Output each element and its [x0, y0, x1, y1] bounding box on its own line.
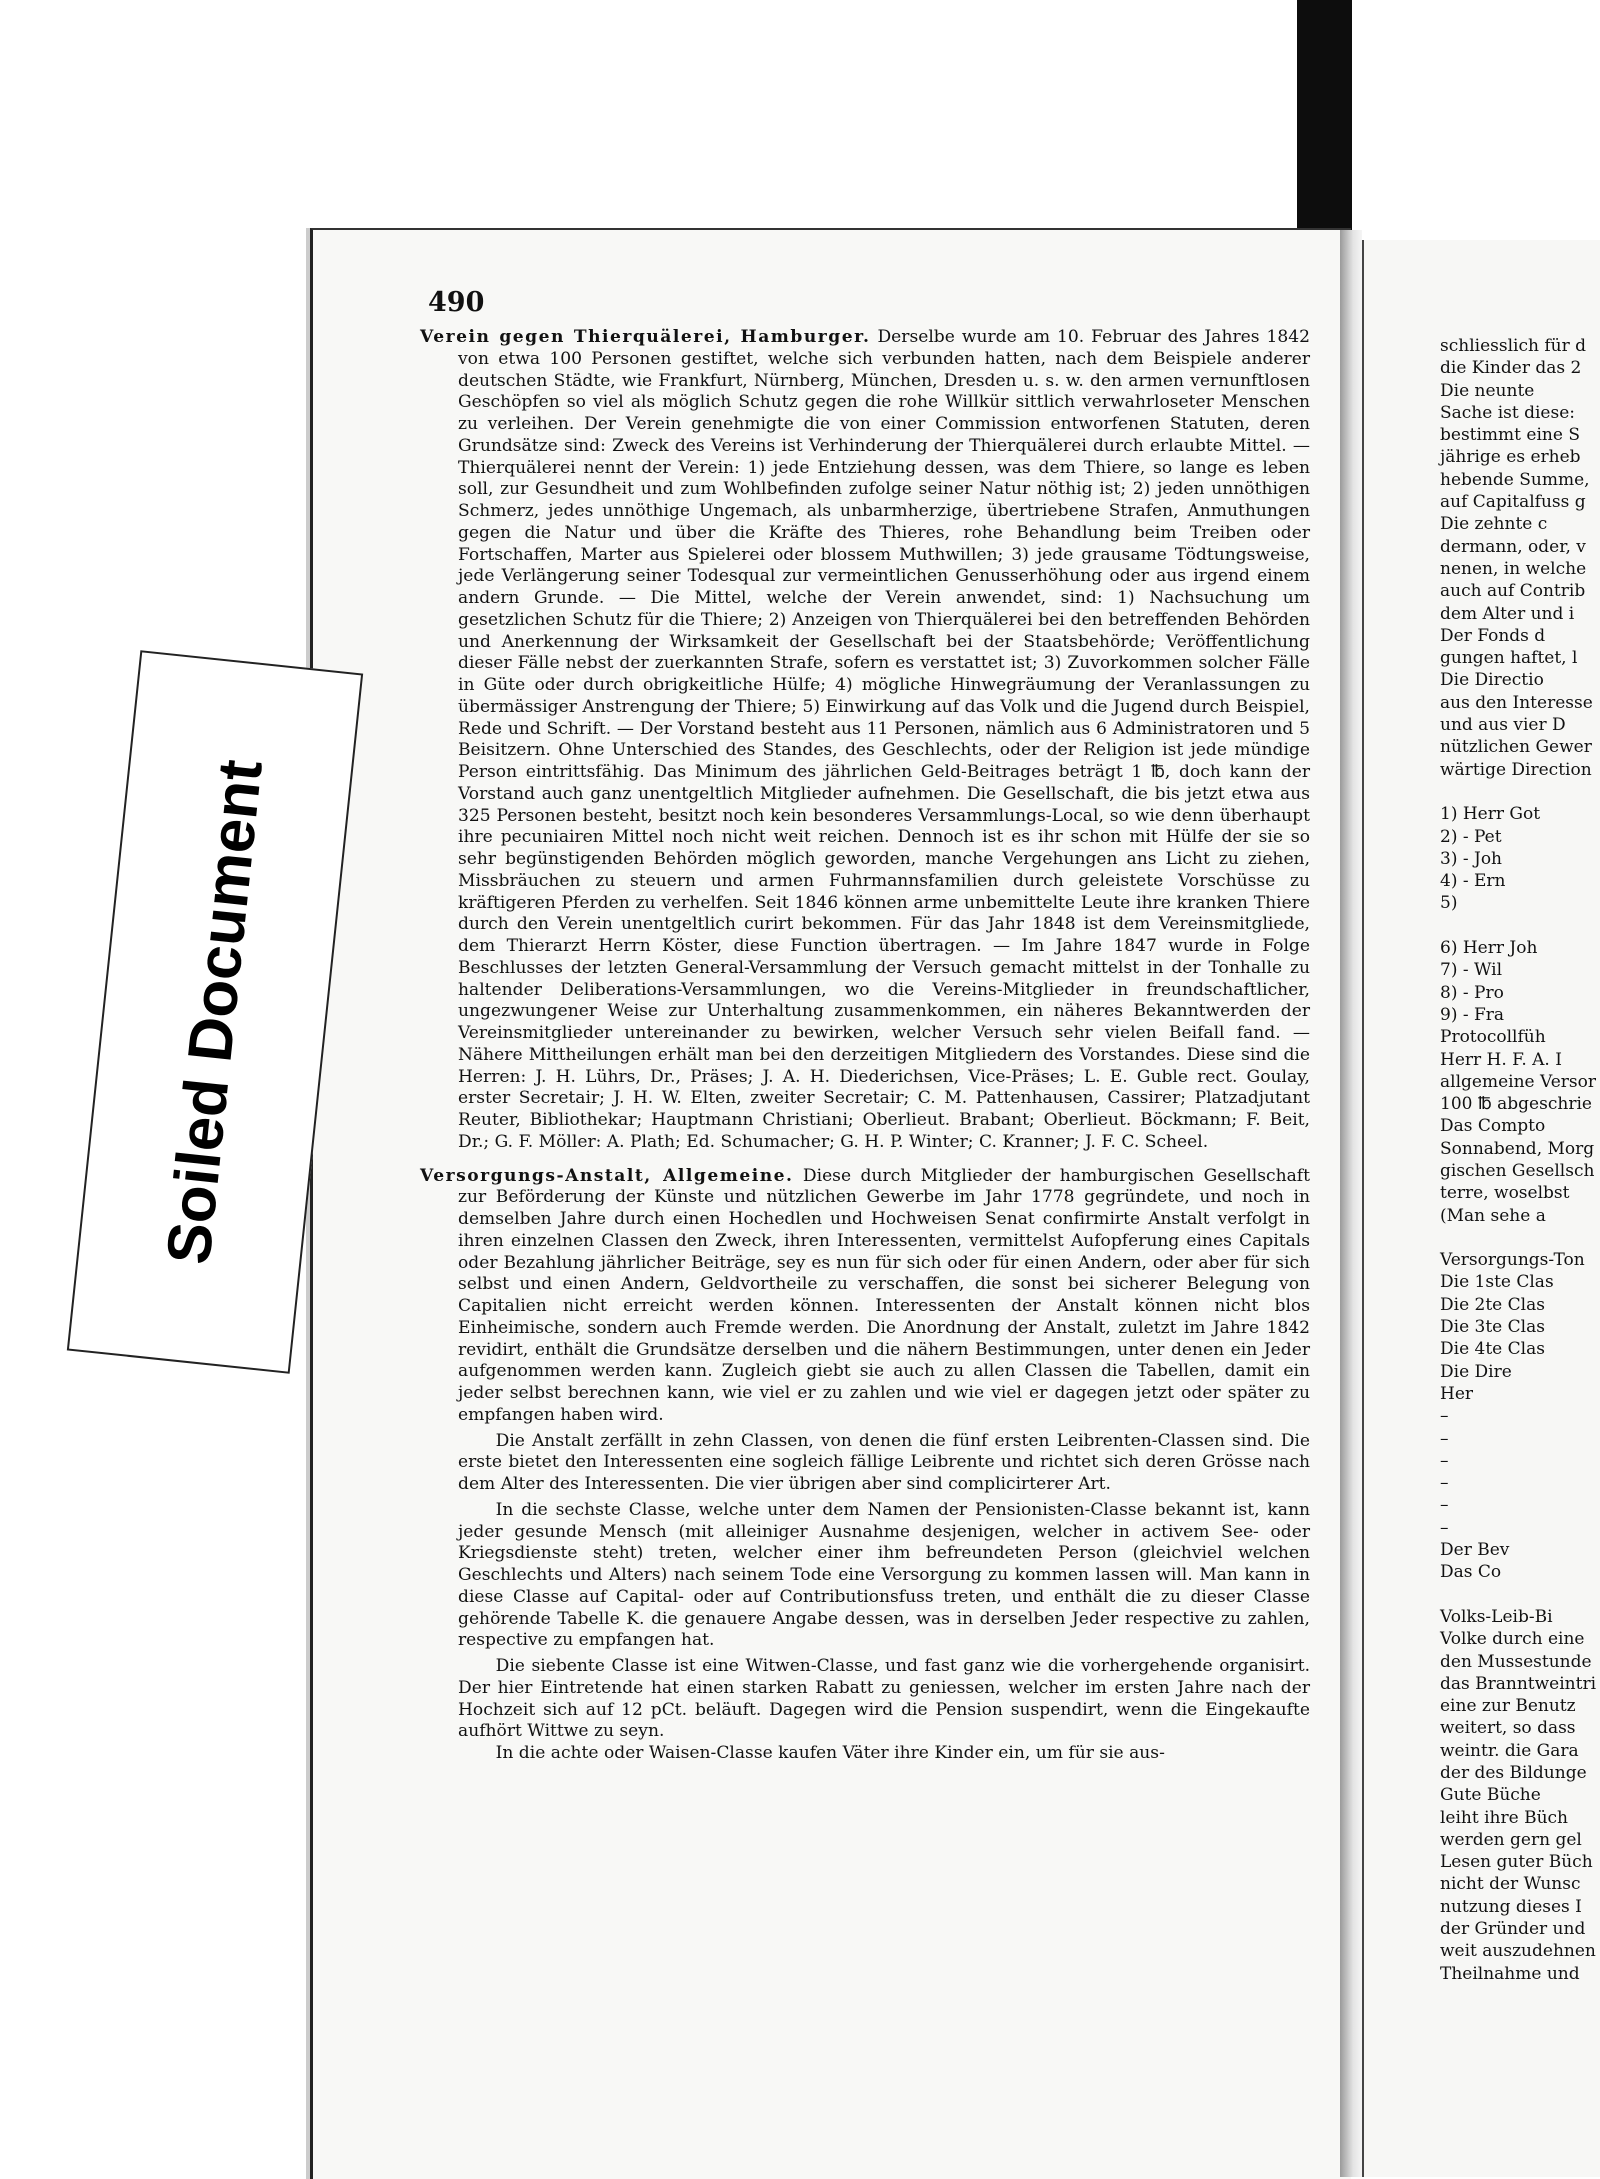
right-column-line: Protocollfüh — [1440, 1027, 1546, 1048]
right-column-line: dem Alter und i — [1440, 603, 1575, 624]
right-column-line: werden gern gel — [1440, 1829, 1582, 1850]
paragraph: Die siebente Classe ist eine Witwen-Classe, und fast ganz wie die vorhergehende organisirt. Der hier Eintretende hat einen starken Rabatt zu geniessen, welcher im ersten Jahre nach der Hochzeit sich auf 12 pCt. beläuft. Dagegen wird die Pension suspendirt, wenn die Eingekaufte aufhört Wittwe zu seyn. — [458, 1656, 1310, 1742]
right-column-line: das Branntweintri — [1440, 1673, 1597, 1694]
right-column-line: 8) - Pro — [1440, 982, 1504, 1003]
entry-versorgungs-anstalt — [420, 1165, 1310, 1427]
entry-heading: Versorgungs-Anstalt, Allgemeine. — [420, 1165, 794, 1186]
right-column-line: 7) - Wil — [1440, 960, 1503, 981]
right-column-line: Lesen guter Büch — [1440, 1852, 1593, 1873]
right-column-line: die Kinder das 2 — [1440, 358, 1582, 379]
right-column-line: 100 ℔ abgeschrie — [1440, 1094, 1592, 1115]
right-column-line: 9) - Fra — [1440, 1004, 1505, 1025]
right-column-line: Die 4te Clas — [1440, 1339, 1545, 1360]
right-column-line: wärtige Direction — [1440, 759, 1592, 780]
right-column-line: – — [1440, 1450, 1449, 1471]
right-column-line: jährige es erheb — [1440, 447, 1581, 468]
right-column-line: der Gründer und — [1440, 1919, 1586, 1940]
right-column-line: nenen, in welche — [1440, 558, 1587, 579]
page-number: 490 — [428, 287, 485, 318]
right-column-line: der des Bildunge — [1440, 1763, 1587, 1783]
right-column-line: hebende Summe, — [1440, 469, 1590, 490]
paragraph: In die sechste Classe, welche unter dem Namen der Pensionisten-Classe bekannt ist, kann jeder gesunde Mensch (mit alleiniger Ausnahme desjenigen, welcher in activem See- oder Kriegsdienste steht) treten, welcher einer ihm befreundeten Person (gleichviel welchen Geschlechts und Alters) nach seinem Tode eine Versorgung zu kommen lassen will. Man kann in diese Classe auf Capital- oder auf Contributionsfuss treten, und enthält die zu dieser Classe gehörende Tabelle K. die genauere Angabe dessen, was in derselben Jeder respective zu zahlen, respective zu empfangen hat. — [458, 1499, 1310, 1651]
right-column-line: 1) Herr Got — [1440, 804, 1541, 825]
right-column-line: terre, woselbst — [1440, 1183, 1570, 1204]
right-column-line: Gute Büche — [1440, 1785, 1541, 1806]
label-text: Soiled Document — [154, 756, 276, 1268]
right-column-line: Volks-Leib-Bi — [1440, 1606, 1553, 1627]
right-column-line — [1440, 915, 1600, 937]
right-column-line: – — [1440, 1428, 1449, 1449]
right-column-line: weit auszudehnen — [1440, 1941, 1596, 1962]
right-column-line: – — [1440, 1473, 1449, 1494]
right-column-line: Sonnabend, Morg — [1440, 1138, 1595, 1159]
right-column-line — [1440, 1227, 1600, 1249]
right-column-line: dermann, oder, v — [1440, 536, 1586, 557]
right-column-line: gungen haftet, l — [1440, 648, 1578, 669]
right-column-line: nützlichen Gewer — [1440, 737, 1592, 758]
right-column-line: nutzung dieses I — [1440, 1896, 1582, 1917]
paragraph: In die achte oder Waisen-Classe kaufen Väter ihre Kinder ein, um für sie aus- — [495, 1743, 1165, 1763]
right-column-line: Versorgungs-Ton — [1440, 1250, 1585, 1271]
right-column-line: Die 2te Clas — [1440, 1294, 1545, 1315]
right-column-line: 3) - Joh — [1440, 848, 1502, 869]
right-column-line: allgemeine Versor — [1440, 1071, 1596, 1092]
right-text-column — [1440, 335, 1600, 1985]
right-column-line — [1440, 781, 1600, 803]
left-text-column — [420, 327, 1310, 1765]
right-column-line: Die 3te Clas — [1440, 1317, 1545, 1338]
right-column-line: Der Bev — [1440, 1540, 1510, 1561]
right-column-line: Theilnahme und — [1440, 1963, 1580, 1984]
right-column-line: und aus vier D — [1440, 715, 1566, 736]
right-column-line: nicht der Wunsc — [1440, 1874, 1581, 1895]
entry-verein-thierquaelerei — [420, 327, 1311, 1154]
right-column-line: schliesslich für d — [1440, 336, 1586, 356]
scanner-edge-strip — [1297, 0, 1352, 232]
right-column-line: Her — [1440, 1383, 1474, 1404]
right-column-line: aus den Interesse — [1440, 692, 1593, 713]
right-column-line: Volke durch eine — [1440, 1629, 1585, 1650]
right-column-line: 2) - Pet — [1440, 826, 1502, 847]
paragraph: Die Anstalt zerfällt in zehn Classen, von denen die fünf ersten Leibrenten-Classen sind. Die erste bietet den Interessenten eine sogleich fällige Leibrente und richtet sich deren Grösse nach dem Alter des Interessenten. Die vier übrigen aber sind complicirterer Art. — [458, 1430, 1310, 1494]
right-column-line: Die neunte — [1440, 380, 1535, 401]
right-column-line: weitert, so dass — [1440, 1718, 1576, 1739]
right-column-line: Der Fonds d — [1440, 625, 1546, 646]
right-column-line: Das Co — [1440, 1562, 1502, 1583]
book-gutter — [1340, 230, 1362, 2177]
right-column-line: gischen Gesellsch — [1440, 1160, 1595, 1181]
right-column-line: – — [1440, 1517, 1449, 1538]
right-column-line: Die Directio — [1440, 670, 1544, 691]
right-column-line: – — [1440, 1495, 1449, 1516]
right-column-line: Herr H. F. A. I — [1440, 1049, 1562, 1070]
right-column-line: Das Compto — [1440, 1116, 1546, 1137]
right-column-line: eine zur Benutz — [1440, 1696, 1576, 1717]
right-column-line: bestimmt eine S — [1440, 425, 1580, 446]
right-column-line: auf Capitalfuss g — [1440, 492, 1586, 513]
entry-body: Derselbe wurde am 10. Februar des Jahres 1842 von etwa 100 Personen gestiftet, welche sich verbunden hatten, nach dem Beispiele anderer deutschen Städte, wie Frankfurt, Nürnberg, München, Dresden u. s. w. den armen vernunftlosen Geschöpfen so viel als möglich Schutz gegen die rohe Willkür sittlich verwahrloseter Menschen zu verleihen. Der Verein genehmigte die von einer Commission entworfenen Statuten, deren Grundsätze sind: Zweck des Vereins ist Verhinderung der Thierquälerei durch erlaubte Mittel. — Thierquälerei nennt der Verein: 1) jede Entziehung dessen, was dem Thiere, so lange es leben soll, zur Gesundheit und zum Wohlbefinden zufolge seiner Natur nöthig ist; 2) jeden unnöthigen Schmerz, jedes unnöthige Ungemach, als unbarmherzige, übertriebene Strafen, Anmuthungen gegen die Natur und über die Kräfte des Thieres, rohe Behandlung beim Treiben oder Fortschaffen, Marter aus Spielerei oder blossem Muthwillen; 3) jede grausame Tödtungsweise, jede Verlängerung seiner Todesqual zur vermeintlichen Genusserhöhung oder aus irgend einem andern Grunde. — Die Mittel, welche der Verein anwendet, sind: 1) Nachsuchung um gesetzlichen Schutz für die Thiere; 2) Anzeigen von Thierquälerei bei den betreffenden Behörden und Anerkennung der Wirksamkeit der Gesellschaft bei der Staatsbehörde; Veröffentlichung dieser Fälle nebst der zuerkannten Strafe, sofern es verstattet ist; 3) Zuvorkommen solcher Fälle in Güte oder durch obrigkeitliche Hülfe; 4) mögliche Hinwegräumung der Veranlassungen zu übermässiger Anstrengung der Thiere; 5) Einwirkung auf das Volk und die Jugend durch Beispiel, Rede und Schrift. — Der Vorstand besteht aus 11 Personen, nämlich aus 6 Administratoren und 5 Beisitzern. Ohne Unterschied des Standes, des Geschlechts, oder der Religion ist jede mündige Person eintrittsfähig. Das Minimum des jährlichen Geld-Beitrages beträgt 1 ℔, doch kann der Vorstand auch ganz unentgeltlich Mitglieder aufnehmen. Die Gesellschaft, die bis jetzt etwa aus 325 Personen besteht, besitzt noch kein besonderes Versammlungs-Local, so wie denn überhaupt ihre pecuniairen Mittel noch nicht weit reichen. Dennoch ist es ihr schon mit Hülfe der sie so sehr begünstigenden Behörden möglich geworden, manche Vergehungen ans Licht zu ziehen, Missbräuchen zu steuern und armen Fuhrmannsfamilien durch geleistete Vorschüsse zu kräftigeren Pferden zu verhelfen. Seit 1846 können arme unbemittelte Leute ihre kranken Thiere durch den Verein unentgeltlich curirt bekommen. Für das Jahr 1848 ist dem Vereinsmitgliede, dem Thierarzt Herrn Köster, diese Function übertragen. — Im Jahre 1847 wurde in Folge Beschlusses der letzten General-Versammlung der Versuch gemacht mittelst in der Tonhalle zu haltender Deliberations-Versammlungen, wo die Vereins-Mitglieder in freundschaftlicher, ungezwungener Weise zur Unterhaltung zusammenkommen, ein näheres Bekanntwerden der Vereinsmitglieder untereinander zu bewirken, welcher Versuch sehr vielen Beifall fand. — Nähere Mittheilungen erhält man bei den derzeitigen Mitgliedern des Vorstandes. Diese sind die Herren: J. H. Lührs, Dr., Präses; J. A. H. Diederichsen, Vice-Präses; L. E. Guble rect. Goulay, erster Secretair; J. H. W. Elten, zweiter Secretair; C. M. Pattenhausen, Cassirer; Platzadjutant Reuter, Bibliothekar; Hauptmann Christiani; Oberlieut. Brabant; Oberlieut. Böckmann; F. Beit, Dr.; G. F. Möller: A. Plath; Ed. Schumacher; G. H. P. Winter; C. Kranner; J. F. C. Scheel. — [458, 327, 1311, 1152]
entry-heading: Verein gegen Thierquälerei, Hamburger. — [420, 327, 871, 347]
right-column-line: 5) — [1440, 893, 1458, 914]
right-column-line: Die zehnte c — [1440, 514, 1548, 535]
right-column-line: 6) Herr Joh — [1440, 938, 1538, 959]
right-column-line: (Man sehe a — [1440, 1205, 1546, 1226]
right-column-line: 4) - Ern — [1440, 871, 1506, 892]
right-column-line: Die 1ste Clas — [1440, 1272, 1554, 1293]
right-column-line: Sache ist diese: — [1440, 402, 1576, 423]
right-column-line — [1440, 1584, 1600, 1606]
entry-body: Diese durch Mitglieder der hamburgischen Gesellschaft zur Beförderung der Künste und nützlichen Gewerbe im Jahr 1778 gegründete, und noch in demselben Jahre durch einen Hochedlen und Hochweisen Senat confirmirte Anstalt verfolgt in ihren einzelnen Classen den Zweck, ihren Interessenten, vermittelst Aufopferung eines Capitals oder Bezahlung jährlicher Beiträge, sey es nun für sich oder für einen Andern, oder aber für sich selbst und einen Andern, Geldvortheile zu verschaffen, die sonst bei sicherer Belegung von Capitalien nicht erreicht werden können. Interessenten der Anstalt können nicht blos Einheimische, sondern auch Fremde werden. Die Anordnung der Anstalt, zuletzt im Jahre 1842 revidirt, enthält die Grundsätze derselben und die nähern Bestimmungen, unter denen ein Jeder aufgenommen werden kann. Zugleich giebt sie auch zu allen Classen die Tabellen, damit ein jeder selbst berechnen kann, wie viel er zu zahlen und wie viel er dagegen jetzt oder später zu empfangen haben wird. — [458, 1165, 1310, 1425]
right-column-line: weintr. die Gara — [1440, 1740, 1579, 1761]
right-column-line: den Mussestunde — [1440, 1651, 1592, 1672]
right-column-line: Die Dire — [1440, 1361, 1512, 1382]
right-column-line: leiht ihre Büch — [1440, 1807, 1569, 1828]
right-column-line: – — [1440, 1406, 1449, 1427]
right-column-line: auch auf Contrib — [1440, 581, 1586, 602]
